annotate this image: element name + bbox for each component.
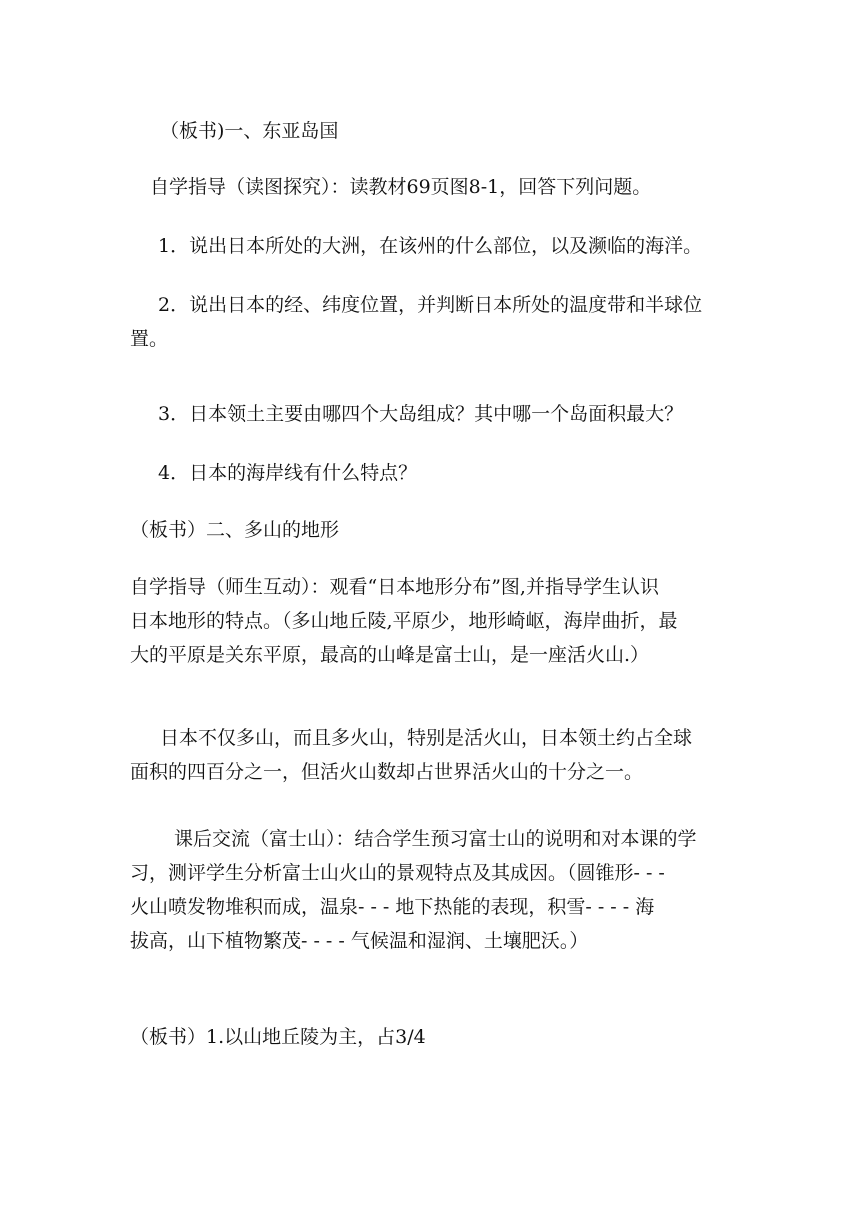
volcano-text-line-1: 日本不仅多山，而且多火山，特别是活火山，日本领土约占全球 xyxy=(160,727,693,749)
fuji-text-line-1: 课后交流（富士山）：结合学生预习富士山的说明和对本课的学 xyxy=(174,828,697,850)
question-2 xyxy=(130,288,732,356)
fuji-discussion xyxy=(130,822,732,958)
heading-text: （板书)一、东亚岛国 xyxy=(160,120,339,142)
volcano-text-line-2: 面积的四百分之一，但活火山数却占世界活火山的十分之一。 xyxy=(130,761,644,783)
self-study-guide-1 xyxy=(130,170,732,204)
heading-text: （板书）1.以山地丘陵为主，占3/4 xyxy=(130,1026,426,1048)
section-heading-east-asia-island xyxy=(130,114,732,148)
question-text-line-1: 2．说出日本的经、纬度位置，并判断日本所处的温度带和半球位 xyxy=(158,294,703,316)
question-3 xyxy=(130,397,732,431)
guide-text-line-2: 日本地形的特点。（多山地丘陵,平原少，地形崎岖，海岸曲折，最 xyxy=(130,610,678,632)
guide-text: 自学指导（读图探究）：读教材69页图8-1，回答下列问题。 xyxy=(150,176,652,198)
question-text: 3．日本领土主要由哪四个大岛组成？其中哪一个岛面积最大？ xyxy=(158,403,684,425)
volcano-paragraph xyxy=(130,721,732,789)
guide-text-line-3: 大的平原是关东平原，最高的山峰是富士山，是一座活火山.） xyxy=(130,644,650,666)
section-heading-mountains-hills xyxy=(130,1020,732,1054)
question-text: 1．说出日本所处的大洲，在该州的什么部位，以及濒临的海洋。 xyxy=(158,235,703,257)
question-text: 4．日本的海岸线有什么特点？ xyxy=(158,462,418,484)
section-heading-mountainous-terrain xyxy=(130,513,732,547)
fuji-text-line-2: 习，测评学生分析富士山火山的景观特点及其成因。（圆锥形- - - xyxy=(130,862,665,884)
question-text-line-2: 置。 xyxy=(130,328,169,350)
self-study-guide-2 xyxy=(130,570,732,672)
heading-text: （板书）二、多山的地形 xyxy=(130,519,340,541)
guide-text-line-1: 自学指导（师生互动）：观看“日本地形分布”图,并指导学生认识 xyxy=(130,576,659,598)
question-4 xyxy=(130,456,732,490)
fuji-text-line-3: 火山喷发物堆积而成，温泉- - - 地下热能的表现，积雪- - - - 海 xyxy=(130,896,655,918)
question-1 xyxy=(130,229,732,263)
fuji-text-line-4: 拔高，山下植物繁茂- - - - 气候温和湿润、土壤肥沃。） xyxy=(130,930,589,952)
